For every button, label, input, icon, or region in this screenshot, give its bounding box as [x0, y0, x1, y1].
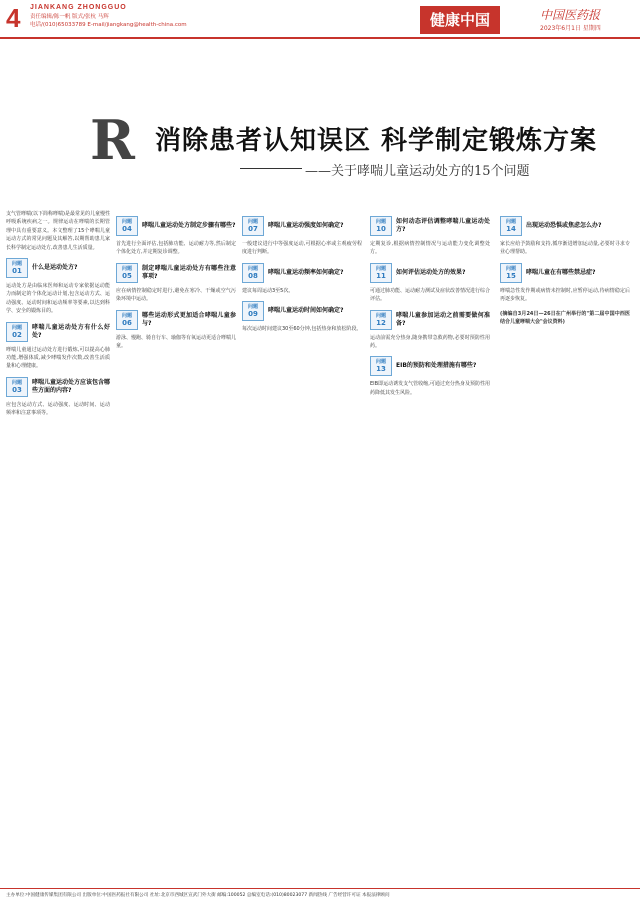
- question-number-badge: 问题 01: [6, 258, 28, 278]
- question-header: [6, 377, 110, 397]
- question-number-badge: 问题 03: [6, 377, 28, 397]
- answer-text: 首先进行全面评估,包括肺功能、运动耐力等,然后制定个体化处方,并定期复诊调整。: [116, 241, 236, 256]
- question-header: [370, 216, 490, 236]
- page-header: [0, 0, 640, 38]
- rx-icon: R: [90, 108, 135, 172]
- answer-text: 家长应给予鼓励和支持,循序渐进增加运动量,必要时寻求专业心理帮助。: [500, 241, 630, 256]
- question-number-badge: 问题 04: [116, 216, 138, 236]
- qa-block: [6, 377, 110, 418]
- question-text: 制定哮喘儿童运动处方有哪些注意事项?: [142, 264, 236, 280]
- question-number-badge: 问题 12: [370, 310, 392, 330]
- question-text: 如何动态评估调整哮喘儿童运动处方?: [396, 218, 490, 233]
- question-text: 哮喘儿童运动处方应该包含哪些方面的内容?: [32, 378, 110, 394]
- column-4: [370, 210, 490, 397]
- question-header: [500, 216, 630, 236]
- question-number-badge: 问题 05: [116, 263, 138, 283]
- question-number-badge: 问题 06: [116, 310, 138, 330]
- editor-line-2: 电话/(010)65033789 E-mail/jiangkang@health-china.com: [30, 22, 187, 28]
- answer-text: 运动处方是由临床医师和运动专家依据运动能力而制定的个体化运动计划,包含运动方式、运动强度、运动时间和运动频率等要素,以达到科学、安全的锻炼目的。: [6, 283, 110, 315]
- qa-block: [370, 263, 490, 304]
- question-header: [370, 263, 490, 283]
- question-header: [116, 263, 236, 283]
- question-number-badge: 问题 10: [370, 216, 392, 236]
- question-header: [242, 216, 362, 236]
- qa-block: [6, 258, 110, 316]
- answer-text: 哮喘儿童通过运动处方进行锻炼,可以提高心肺功能,增强体质,减少哮喘发作次数,改善生活质量和心理健康。: [6, 346, 110, 370]
- question-number-badge: 问题 07: [242, 216, 264, 236]
- qa-block: [116, 263, 236, 304]
- article-subtitle: ——关于哮喘儿童运动处方的15个问题: [305, 164, 530, 179]
- answer-text: 运动前需充分热身,随身携带急救药物,必要时预防性用药。: [370, 334, 490, 350]
- question-text: 什么是运动处方?: [32, 264, 78, 272]
- question-header: [370, 356, 490, 376]
- column-2: [116, 210, 236, 350]
- question-text: 哮喘儿童参加运动之前需要做何准备?: [396, 311, 490, 327]
- question-number-badge: 问题 13: [370, 356, 392, 376]
- column-3: [242, 210, 362, 334]
- answer-text: EIB即运动诱发支气管收缩,可通过充分热身及预防性用药降低其发生风险。: [370, 381, 490, 396]
- qa-block: [6, 322, 110, 371]
- column-1: [6, 210, 110, 418]
- question-header: [116, 216, 236, 236]
- qa-block: [500, 216, 630, 257]
- answer-text: 游泳、慢跑、骑自行车、瑜伽等有氧运动更适合哮喘儿童。: [116, 334, 236, 350]
- page-footer: 主办单位:中国健康传媒集团有限公司 出版单位:中国医药报社有限公司 社址:北京市西城区宣武门外大街 邮编:100052 总编室电话:(010)80023077 新闻热线 广告经营许可证 本报法律顾问: [0, 888, 640, 903]
- question-header: [116, 310, 236, 330]
- qa-block: [242, 263, 362, 295]
- question-header: [6, 258, 110, 278]
- editor-info: [30, 13, 220, 29]
- qa-block: [500, 263, 630, 304]
- question-number-badge: 问题 11: [370, 263, 392, 283]
- editor-line-1: 责任编辑/陈一帆 版式/张杭 马辉: [30, 14, 109, 20]
- question-header: [500, 263, 630, 283]
- question-text: EIB的预防和处理措施有哪些?: [396, 362, 477, 370]
- question-number-badge: 问题 15: [500, 263, 522, 283]
- answer-text: 定期复诊,根据病情控制情况与运动能力变化调整处方。: [370, 241, 490, 256]
- question-text: 出现运动恐惧或焦虑怎么办?: [526, 222, 602, 229]
- question-header: [370, 310, 490, 330]
- answer-text: 应在病情控制稳定时进行,避免在寒冷、干燥或空气污染环境中运动。: [116, 287, 236, 303]
- question-number-badge: 问题 09: [242, 301, 264, 321]
- question-text: 如何评估运动处方的效果?: [396, 268, 466, 276]
- question-text: 哮喘儿童运动处方制定步骤有哪些?: [142, 222, 236, 229]
- subtitle-rule: [240, 168, 302, 169]
- answer-text: 应包含运动方式、运动强度、运动时间、运动频率和注意事项等。: [6, 401, 110, 417]
- answer-text: 一般建议进行中等强度运动,可根据心率或主观疲劳程度进行判断。: [242, 241, 362, 256]
- question-header: [6, 322, 110, 342]
- brand-english: JIANKANG ZHONGGUO: [30, 4, 127, 11]
- question-text: 哮喘儿童运动处方有什么好处?: [32, 323, 110, 339]
- page-number: 4: [6, 3, 21, 33]
- question-text: 哮喘儿童运动时间如何确定?: [268, 307, 344, 315]
- paper-logo: 中国医药报: [540, 8, 601, 22]
- answer-text: 每次运动时间建议30至60分钟,包括热身和放松阶段。: [242, 326, 362, 333]
- question-number-badge: 问题 08: [242, 263, 264, 283]
- qa-block: [116, 216, 236, 257]
- qa-block: [242, 216, 362, 257]
- qa-block: [370, 356, 490, 397]
- question-text: 哮喘儿童运动强度如何确定?: [268, 222, 344, 229]
- column-5: [500, 210, 630, 326]
- question-header: [242, 301, 362, 321]
- answer-text: 可通过肺功能、运动耐力测试及症状改善情况进行综合评估。: [370, 287, 490, 303]
- issue-date: 2023年6月1日 星期四: [540, 25, 601, 32]
- answer-text: 建议每周运动3至5次。: [242, 287, 294, 294]
- answer-text: 哮喘急性发作期或病情未控制时,应暂停运动,待病情稳定后再逐步恢复。: [500, 287, 630, 303]
- section-title: 健康中国: [420, 6, 500, 34]
- header-rule: [0, 37, 640, 39]
- article-title: 消除患者认知误区 科学制定锻炼方案: [155, 126, 598, 156]
- intro-paragraph: 支气管哮喘(以下简称哮喘)是最常见的儿童慢性呼吸系统疾病之一。规律运动在哮喘的长期管理中具有重要意义。本文整理了15个哮喘儿童运动方式的常见问题及其解答,以期帮助患儿家长科学制定运动处方,改善患儿生活质量。: [6, 211, 110, 251]
- question-text: 哪些运动形式更加适合哮喘儿童参与?: [142, 311, 236, 327]
- qa-block: [370, 310, 490, 351]
- question-text: 哮喘儿童在有哪些禁忌症?: [526, 268, 596, 276]
- question-text: 哮喘儿童运动频率如何确定?: [268, 268, 344, 276]
- question-number-badge: 问题 02: [6, 322, 28, 342]
- question-number-badge: 问题 14: [500, 216, 522, 236]
- qa-block: [242, 301, 362, 333]
- qa-block: [116, 310, 236, 351]
- question-header: [242, 263, 362, 283]
- source-note: (摘编自3月24日—26日在广州举行的"第二届中国中西医结合儿童哮喘大会"会议资料): [500, 310, 630, 326]
- qa-block: [370, 216, 490, 257]
